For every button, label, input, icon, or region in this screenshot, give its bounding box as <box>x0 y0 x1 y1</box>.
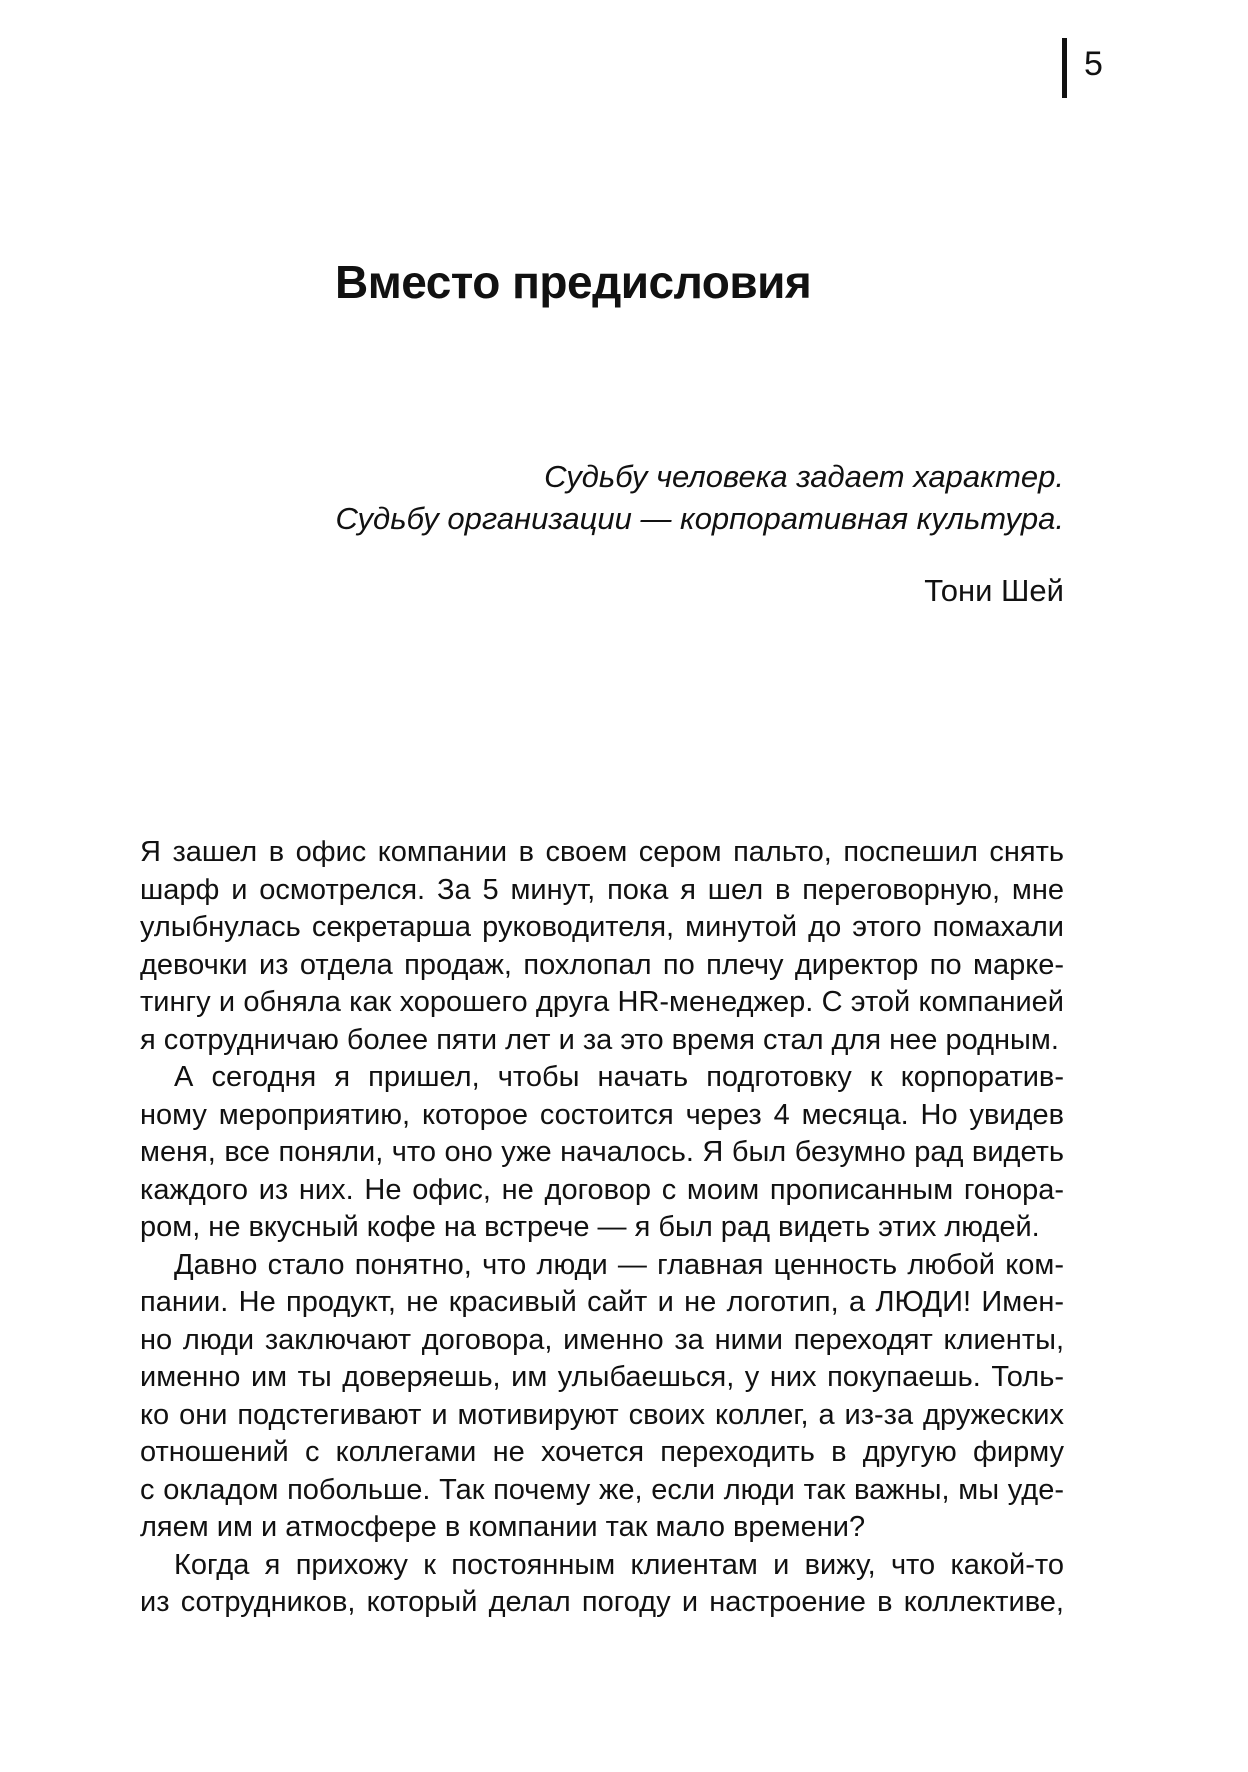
body-line: отношений с коллегами не хочется переходить в другую фирму <box>140 1436 1064 1468</box>
body-line: из сотрудников, который делал погоду и настроение в коллективе, <box>140 1586 1064 1618</box>
body-line: каждого из них. Не офис, не договор с моим прописанным гонора- <box>140 1173 1064 1206</box>
body-line: Я зашел в офис компании в своем сером пальто, поспешил снять <box>140 836 1064 868</box>
body-line: но люди заключают договора, именно за ними переходят клиенты, <box>140 1323 1064 1356</box>
body-line: ному мероприятию, которое состоится через 4 месяца. Но увидев <box>140 1098 1064 1131</box>
body-line: Давно стало понятно, что люди — главная ценность любой ком- <box>174 1248 1064 1281</box>
body-line: меня, все поняли, что оно уже началось. Я был безумно рад видеть <box>140 1136 1064 1168</box>
body-line: я сотрудничаю более пяти лет и за это время стал для нее родным. <box>140 1023 1059 1056</box>
body-line: тингу и обняла как хорошего друга HR-менеджер. С этой компанией <box>140 986 1064 1018</box>
body-line: девочки из отдела продаж, похлопал по плечу директор по марке- <box>140 948 1064 981</box>
body-line: пании. Не продукт, не красивый сайт и не логотип, а ЛЮДИ! Имен- <box>140 1286 1064 1318</box>
epigraph-line: Судьбу человека задает характер. <box>544 459 1064 494</box>
page-number: 5 <box>1084 45 1103 83</box>
epigraph-line: Судьбу организации — корпоративная культура. <box>335 501 1064 536</box>
body-line: ко они подстегивают и мотивируют своих коллег, а из-за дружеских <box>140 1398 1064 1431</box>
body-line: с окладом побольше. Так почему же, если люди так важны, мы уде- <box>140 1473 1064 1506</box>
page-number-rule <box>1062 38 1067 98</box>
epigraph-attribution: Тони Шей <box>924 573 1064 608</box>
body-line: Когда я прихожу к постоянным клиентам и вижу, что какой-то <box>174 1548 1064 1581</box>
epigraph <box>140 456 1064 540</box>
body-line: шарф и осмотрелся. За 5 минут, пока я шел в переговорную, мне <box>140 873 1064 906</box>
body-line: именно им ты доверяешь, им улыбаешься, у них покупаешь. Толь- <box>140 1361 1064 1393</box>
body-line: ляем им и атмосфере в компании так мало времени? <box>140 1511 866 1543</box>
body-line: улыбнулась секретарша руководителя, минутой до этого помахали <box>140 911 1064 943</box>
chapter-title: Вместо предисловия <box>335 255 812 308</box>
body-text <box>140 834 1064 1622</box>
body-line: А сегодня я пришел, чтобы начать подготовку к корпоратив- <box>174 1061 1064 1093</box>
body-line: ром, не вкусный кофе на встрече — я был рад видеть этих людей. <box>140 1211 1040 1243</box>
